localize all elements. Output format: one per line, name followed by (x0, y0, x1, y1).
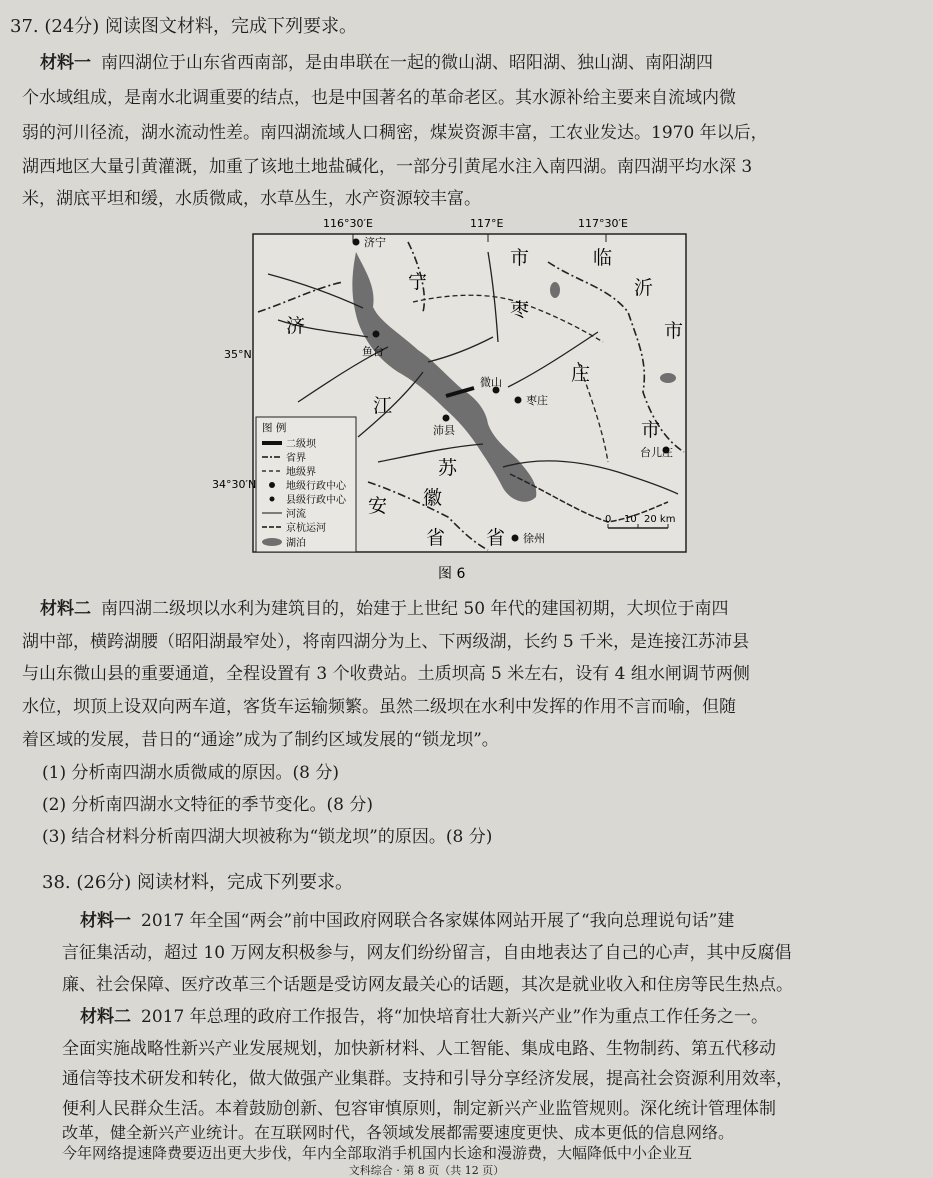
region-zhuang: 庄 (571, 363, 591, 385)
map-caption: 图 6 (438, 566, 466, 582)
city-zaozhuang: 枣庄 (526, 394, 548, 407)
region-yi: 沂 (634, 277, 654, 299)
q37-question-2: (2) 分析南四湖水文特征的季节变化。(8 分) (42, 795, 373, 815)
legend-item-2: 地级界 (286, 467, 316, 478)
scale-10: 10 (624, 514, 637, 525)
q37-m1-tag: 材料一 (40, 53, 91, 73)
region-su: 苏 (438, 457, 458, 479)
city-yutai: 鱼台 (362, 345, 384, 358)
q37-m2-line-2: 与山东微山县的重要通道，全程设置有 3 个收费站。土质坝高 5 米左右，设有 4 组水闸调节两侧 (22, 664, 750, 684)
q37-m2-line-4: 着区域的发展，昔日的“通途”成为了制约区域发展的“锁龙坝”。 (22, 730, 499, 750)
q37-m2-line-0: 材料二 南四湖二级坝以水利为建筑目的，始建于上世纪 50 年代的建国初期，大坝位于南四 (40, 599, 729, 619)
city-dot (512, 535, 519, 542)
city-dot (353, 239, 360, 246)
city-dot (373, 331, 380, 338)
q37-m2-line-1: 湖中部，横跨湖腰（昭阳湖最窄处），将南四湖分为上、下两级湖，长约 5 千米，是连接江苏沛县 (22, 632, 750, 652)
legend-item-4: 县级行政中心 (286, 495, 346, 506)
scale-20: 20 km (644, 514, 676, 525)
q37-m1-line-0: 材料一 南四湖位于山东省西南部，是由串联在一起的微山湖、昭阳湖、独山湖、南阳湖四 (40, 53, 713, 73)
region-ji: 济 (286, 315, 306, 337)
lake-map (212, 212, 694, 592)
city-dot (515, 397, 522, 404)
q38-m2-line-2: 通信等技术研发和转化，做大做强产业集群。支持和引导分享经济发展，提高社会资源利用效率， (62, 1069, 793, 1089)
region-jiang: 江 (373, 395, 393, 417)
lat-label-0: 35°N (224, 348, 252, 361)
q38-header: 38. (26分) 阅读材料，完成下列要求。 (42, 872, 354, 893)
city-peixian: 沛县 (433, 424, 455, 437)
q37-m2-line-3: 水位，坝顶上设双向两车道，客货车运输频繁。虽然二级坝在水利中发挥的作用不言而喻，但随 (22, 697, 736, 717)
legend-item-3: 地级行政中心 (286, 481, 346, 492)
q37-question-1: (1) 分析南四湖水质微咸的原因。(8 分) (42, 763, 339, 783)
city-xuzhou: 徐州 (523, 532, 545, 545)
q37-m1-line-4: 米，湖底平坦和缓，水质微咸，水草丛生，水产资源较丰富。 (22, 189, 481, 209)
legend-item-0: 二级坝 (286, 439, 316, 450)
lon-label-1: 117°E (470, 217, 504, 230)
page-footer: 文科综合 · 第 8 页（共 12 页） (348, 1164, 505, 1177)
q37-m1-line-2: 弱的河川径流，湖水流动性差。南四湖流域人口稠密，煤炭资源丰富，工农业发达。1970 年以后， (22, 123, 768, 143)
lat-label-1: 34°30′N (212, 478, 257, 491)
city-taierzhuang: 台儿庄 (640, 446, 673, 459)
q38-m1-tag: 材料一 (80, 911, 131, 931)
region-shi-1: 市 (510, 247, 530, 269)
legend-item-1: 省界 (286, 453, 306, 464)
q38-m2-line-3: 便利人民群众生活。本着鼓励创新、包容审慎原则，制定新兴产业监管规则。深化统计管理体制 (62, 1099, 776, 1119)
legend-item-7: 湖泊 (286, 538, 306, 549)
q38-m2-line-4: 改革，健全新兴产业统计。在互联网时代，各领域发展都需要速度更快、成本更低的信息网络。 (62, 1123, 735, 1142)
city-weishan: 微山 (480, 376, 502, 389)
q37-m1-line-1: 个水域组成，是南水北调重要的结点，也是中国著名的革命老区。其水源补给主要来自流域内微 (22, 88, 736, 108)
region-sheng-2: 省 (486, 527, 506, 549)
q38-m1-line-1: 言征集活动，超过 10 万网友积极参与，网友们纷纷留言，自由地表达了自己的心声，其中反腐倡 (62, 943, 792, 963)
region-ning: 宁 (408, 271, 428, 293)
region-sheng-1: 省 (426, 527, 446, 549)
q37-question-3: (3) 结合材料分析南四湖大坝被称为“锁龙坝”的原因。(8 分) (42, 827, 493, 847)
small-lake-2 (550, 282, 560, 298)
q38-m2-tag: 材料二 (80, 1007, 131, 1027)
q38-m2-line-0: 材料二 2017 年总理的政府工作报告，将“加快培育壮大新兴产业”作为重点工作任务之一。 (80, 1007, 769, 1027)
region-hui: 徽 (423, 487, 443, 509)
lon-label-0: 116°30′E (323, 217, 373, 230)
scale-0: 0 (605, 514, 612, 525)
q38-m2-line-1: 全面实施战略性新兴产业发展规划，加快新材料、人工智能、集成电路、生物制药、第五代移动 (62, 1039, 776, 1059)
region-shi-3: 市 (641, 419, 661, 441)
q38-m1-line-0: 材料一 2017 年全国“两会”前中国政府网联合各家媒体网站开展了“我向总理说句话”建 (80, 911, 735, 931)
city-dot (443, 415, 450, 422)
legend-item-6: 京杭运河 (286, 523, 326, 534)
region-an: 安 (368, 495, 388, 517)
q37-m2-tag: 材料二 (40, 599, 91, 619)
region-shi-2: 市 (664, 320, 684, 342)
city-jining: 济宁 (364, 236, 386, 249)
lake-map-figure (212, 212, 694, 592)
legend-item-5: 河流 (286, 509, 306, 520)
legend-title: 图 例 (262, 422, 287, 434)
lon-label-2: 117°30′E (578, 217, 628, 230)
q37-m1-line-3: 湖西地区大量引黄灌溉，加重了该地土地盐碱化，一部分引黄尾水注入南四湖。南四湖平均水深 3 (22, 157, 753, 177)
q37-header: 37. (24分) 阅读图文材料，完成下列要求。 (10, 16, 358, 37)
region-zao: 枣 (510, 299, 530, 321)
region-lin: 临 (593, 247, 613, 269)
small-lake (660, 373, 676, 383)
q38-m1-line-2: 廉、社会保障、医疗改革三个话题是受访网友最关心的话题，其次是就业收入和住房等民生热点。 (62, 975, 793, 995)
q38-m2-line-5: 今年网络提速降费要迈出更大步伐，年内全部取消手机国内长途和漫游费，大幅降低中小企业互 (62, 1144, 693, 1162)
